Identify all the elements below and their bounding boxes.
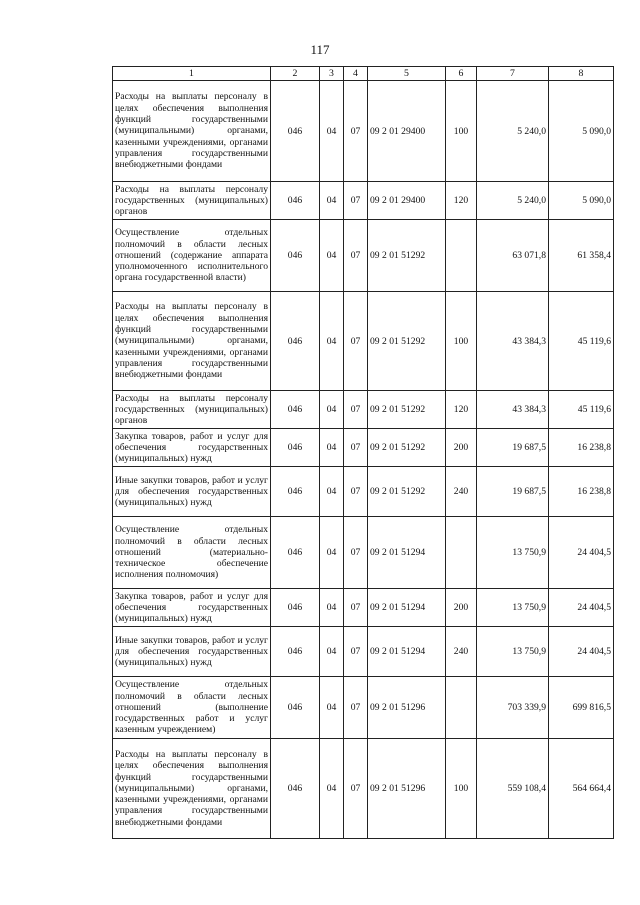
budget-table xyxy=(112,66,614,839)
target-code: 09 2 01 51296 xyxy=(368,677,446,739)
target-code: 09 2 01 51292 xyxy=(368,220,446,292)
amount-col7: 43 384,3 xyxy=(477,292,549,391)
header-cell: 3 xyxy=(320,67,344,81)
expense-name: Осуществление отдельных полномочий в области лесных отношений (материально-техническое обеспечение исполнения полномочия) xyxy=(113,517,271,589)
amount-col8: 45 119,6 xyxy=(549,391,614,429)
expense-type-code: 120 xyxy=(446,182,477,220)
target-code: 09 2 01 51296 xyxy=(368,739,446,839)
subsection-code: 07 xyxy=(344,627,368,677)
target-code: 09 2 01 51294 xyxy=(368,627,446,677)
expense-name: Иные закупки товаров, работ и услуг для обеспечения государственных (муниципальных) нужд xyxy=(113,467,271,517)
header-cell: 8 xyxy=(549,67,614,81)
amount-col8: 24 404,5 xyxy=(549,589,614,627)
section-code: 04 xyxy=(320,467,344,517)
expense-type-code xyxy=(446,220,477,292)
section-code: 04 xyxy=(320,677,344,739)
amount-col7: 703 339,9 xyxy=(477,677,549,739)
header-row xyxy=(113,67,614,81)
subsection-code: 07 xyxy=(344,467,368,517)
table-row xyxy=(113,429,614,467)
header-cell: 5 xyxy=(368,67,446,81)
section-code: 04 xyxy=(320,182,344,220)
table-row xyxy=(113,391,614,429)
expense-name: Расходы на выплаты персоналу в целях обеспечения выполнения функций государственными (муниципальными) органами, казенными учреждениями, органами управления государственными внебюджетными фондами xyxy=(113,739,271,839)
section-code: 04 xyxy=(320,391,344,429)
amount-col7: 13 750,9 xyxy=(477,589,549,627)
expense-type-code xyxy=(446,677,477,739)
expense-name: Иные закупки товаров, работ и услуг для обеспечения государственных (муниципальных) нужд xyxy=(113,627,271,677)
admin-code: 046 xyxy=(271,627,320,677)
amount-col8: 699 816,5 xyxy=(549,677,614,739)
expense-name: Расходы на выплаты персоналу государственных (муниципальных) органов xyxy=(113,391,271,429)
amount-col7: 5 240,0 xyxy=(477,182,549,220)
admin-code: 046 xyxy=(271,739,320,839)
amount-col8: 564 664,4 xyxy=(549,739,614,839)
table-row xyxy=(113,467,614,517)
subsection-code: 07 xyxy=(344,292,368,391)
table-row xyxy=(113,517,614,589)
subsection-code: 07 xyxy=(344,517,368,589)
section-code: 04 xyxy=(320,517,344,589)
subsection-code: 07 xyxy=(344,81,368,182)
admin-code: 046 xyxy=(271,220,320,292)
amount-col8: 61 358,4 xyxy=(549,220,614,292)
subsection-code: 07 xyxy=(344,429,368,467)
table-row xyxy=(113,627,614,677)
expense-type-code: 100 xyxy=(446,292,477,391)
header-cell: 1 xyxy=(113,67,271,81)
amount-col7: 13 750,9 xyxy=(477,627,549,677)
table-row xyxy=(113,182,614,220)
table-row xyxy=(113,292,614,391)
admin-code: 046 xyxy=(271,292,320,391)
page-number: 117 xyxy=(310,42,330,57)
expense-name: Расходы на выплаты персоналу в целях обеспечения выполнения функций государственными (муниципальными) органами, казенными учреждениями, органами управления государственными внебюджетными фондами xyxy=(113,81,271,182)
table-row xyxy=(113,220,614,292)
expense-type-code: 240 xyxy=(446,467,477,517)
header-cell: 4 xyxy=(344,67,368,81)
admin-code: 046 xyxy=(271,677,320,739)
subsection-code: 07 xyxy=(344,589,368,627)
amount-col8: 5 090,0 xyxy=(549,81,614,182)
amount-col8: 24 404,5 xyxy=(549,517,614,589)
target-code: 09 2 01 29400 xyxy=(368,182,446,220)
amount-col7: 19 687,5 xyxy=(477,429,549,467)
amount-col8: 16 238,8 xyxy=(549,467,614,517)
amount-col7: 43 384,3 xyxy=(477,391,549,429)
expense-type-code: 100 xyxy=(446,739,477,839)
expense-type-code: 240 xyxy=(446,627,477,677)
target-code: 09 2 01 51292 xyxy=(368,292,446,391)
amount-col7: 63 071,8 xyxy=(477,220,549,292)
admin-code: 046 xyxy=(271,429,320,467)
expense-type-code xyxy=(446,517,477,589)
expense-name: Закупка товаров, работ и услуг для обеспечения государственных (муниципальных) нужд xyxy=(113,589,271,627)
expense-name: Закупка товаров, работ и услуг для обеспечения государственных (муниципальных) нужд xyxy=(113,429,271,467)
amount-col8: 5 090,0 xyxy=(549,182,614,220)
amount-col7: 19 687,5 xyxy=(477,467,549,517)
amount-col7: 13 750,9 xyxy=(477,517,549,589)
table-row xyxy=(113,81,614,182)
subsection-code: 07 xyxy=(344,739,368,839)
target-code: 09 2 01 51294 xyxy=(368,517,446,589)
admin-code: 046 xyxy=(271,517,320,589)
admin-code: 046 xyxy=(271,182,320,220)
amount-col7: 559 108,4 xyxy=(477,739,549,839)
subsection-code: 07 xyxy=(344,391,368,429)
table-row xyxy=(113,739,614,839)
subsection-code: 07 xyxy=(344,182,368,220)
section-code: 04 xyxy=(320,739,344,839)
expense-name: Расходы на выплаты персоналу в целях обеспечения выполнения функций государственными (муниципальными) органами, казенными учреждениями, органами управления государственными внебюджетными фондами xyxy=(113,292,271,391)
target-code: 09 2 01 51292 xyxy=(368,429,446,467)
header-cell: 6 xyxy=(446,67,477,81)
expense-type-code: 120 xyxy=(446,391,477,429)
amount-col8: 24 404,5 xyxy=(549,627,614,677)
target-code: 09 2 01 51292 xyxy=(368,391,446,429)
subsection-code: 07 xyxy=(344,220,368,292)
section-code: 04 xyxy=(320,429,344,467)
section-code: 04 xyxy=(320,292,344,391)
table-row xyxy=(113,677,614,739)
admin-code: 046 xyxy=(271,589,320,627)
table-row xyxy=(113,589,614,627)
subsection-code: 07 xyxy=(344,677,368,739)
target-code: 09 2 01 51292 xyxy=(368,467,446,517)
expense-name: Осуществление отдельных полномочий в области лесных отношений (выполнение государственных работ и услуг казенным учреждением) xyxy=(113,677,271,739)
header-cell: 7 xyxy=(477,67,549,81)
expense-name: Расходы на выплаты персоналу государственных (муниципальных) органов xyxy=(113,182,271,220)
admin-code: 046 xyxy=(271,391,320,429)
target-code: 09 2 01 29400 xyxy=(368,81,446,182)
section-code: 04 xyxy=(320,220,344,292)
header-cell: 2 xyxy=(271,67,320,81)
expense-type-code: 200 xyxy=(446,589,477,627)
expense-name: Осуществление отдельных полномочий в области лесных отношений (содержание аппарата уполномоченного исполнительного органа государственной власти) xyxy=(113,220,271,292)
amount-col7: 5 240,0 xyxy=(477,81,549,182)
expense-type-code: 200 xyxy=(446,429,477,467)
target-code: 09 2 01 51294 xyxy=(368,589,446,627)
section-code: 04 xyxy=(320,81,344,182)
admin-code: 046 xyxy=(271,81,320,182)
amount-col8: 45 119,6 xyxy=(549,292,614,391)
section-code: 04 xyxy=(320,589,344,627)
expense-type-code: 100 xyxy=(446,81,477,182)
admin-code: 046 xyxy=(271,467,320,517)
section-code: 04 xyxy=(320,627,344,677)
amount-col8: 16 238,8 xyxy=(549,429,614,467)
